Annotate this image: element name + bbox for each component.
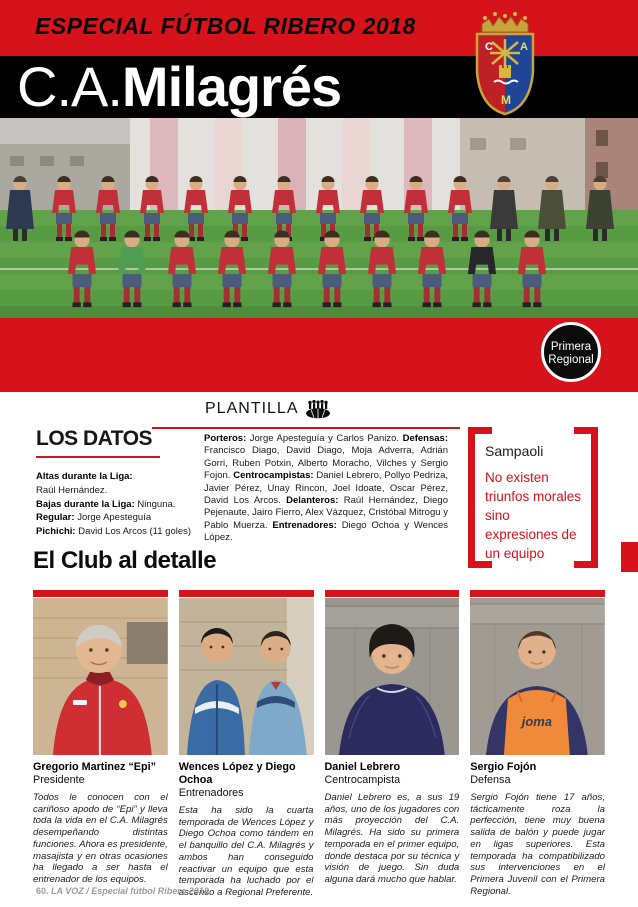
profile-defender	[470, 590, 605, 899]
profile-bio: Todos le conocen con el cariñoso apodo de “Epi” y lleva toda la vida en el C.A. Milagrés desempeñando distintas funciones. Ahora es presidente, masajista y en otras ocasiones ha llegado a ser hasta el entrenador de los equipos.	[33, 792, 168, 885]
edition-kicker: ESPECIAL FÚTBOL RIBERO 2018	[35, 13, 416, 39]
profile-bio: Esta ha sido la cuarta temporada de Wences López y Diego Ochoa como tándem en el banquillo del C.A. Milagrés y ambos han conseguido reactivar un equipo que esta temporada ha luchado por el ascenso a Regional Preferente.	[178, 805, 314, 898]
quote-box	[468, 427, 598, 568]
dato-altas-value: Raúl Hernández.	[36, 484, 108, 496]
quote-text: No existen triunfos morales sino expresiones de un equipo	[485, 470, 582, 561]
profile-role: Presidente	[33, 774, 85, 786]
svg-text:M: M	[501, 93, 511, 107]
page-number: 60.	[36, 886, 49, 896]
los-datos-box	[36, 427, 194, 539]
club-title-main: Milagrés	[121, 55, 342, 118]
page-edge-tab	[621, 542, 638, 572]
plantilla-rule	[152, 427, 460, 429]
los-datos-rule	[36, 456, 160, 458]
dato-bajas: Bajas durante la Liga: Ninguna.	[36, 498, 176, 510]
dato-regular: Regular: Jorge Apesteguía	[36, 512, 152, 524]
roster-delanteros: Raúl Hernández, Diego Pejenaute, Jairo Fierro, Alex Vázquez, Cristóbal Mitrogu y Pablo Muerza.	[204, 495, 448, 531]
profile-red-bar	[179, 590, 314, 597]
dato-pichichi: Pichichi: David Los Arcos (11 goles)	[36, 526, 192, 538]
profile-name: Gregorio Martinez “Epi”	[33, 761, 156, 773]
roster-entrenadores: Diego Ochoa y Wences López.	[204, 519, 449, 544]
page-footer	[36, 886, 209, 896]
club-crest-icon	[462, 6, 548, 116]
roster-defensas: Francisco Diago, David Diago, Moja Adverra, Adrián Gorri, Ruben Potxin, Alberto Moracho, Vilches y Sergio Fojon.	[204, 445, 448, 482]
svg-text:C: C	[485, 41, 493, 53]
plantilla-heading	[205, 399, 331, 419]
profile-name: Wences López y Diego Ochoa	[178, 761, 296, 786]
roster-label-defensas: Defensas:	[402, 433, 449, 444]
roster-text	[204, 433, 448, 545]
profile-red-bar	[470, 590, 605, 597]
quote-author: Sampaoli	[485, 443, 544, 459]
club-title	[17, 56, 341, 118]
profile-photo-defender	[470, 598, 605, 755]
profile-bio: Sergio Fojón tiene 17 años, tácticamente roza la perfección, tiene muy buena salida de balón y puede jugar en ligas superiores. Esta temporada ha compatibilizado sus intervenciones en el Primera Juvenil con el Primera Regional.	[470, 792, 605, 897]
profile-name: Sergio Fojón	[470, 761, 537, 773]
footer-issue: Especial fútbol Ribero 2018	[91, 886, 209, 896]
dato-altas-label: Altas durante la Liga:	[36, 471, 133, 482]
profile-photo-president	[33, 598, 168, 755]
profile-bio: Daniel Lebrero es, a sus 19 años, uno de los jugadores con más proyección del C.A. Milagrés. Ha sido su primera temporada en el primer equipo, donde destaca por su técnica y visión de juego. Sin duda alguna dará mucho que hablar.	[324, 792, 460, 885]
club-detail-heading: El Club al detalle	[33, 547, 217, 574]
svg-text:A: A	[520, 41, 528, 53]
team-group-icon	[305, 399, 331, 419]
profile-role: Defensa	[470, 774, 511, 786]
bib-brand-text: joma	[521, 713, 553, 730]
profile-president	[33, 590, 168, 899]
roster-porteros: Jorge Apesteguía y Carlos Panizo.	[249, 433, 400, 444]
team-photo	[0, 118, 638, 318]
profile-photo-midfielder	[325, 598, 460, 755]
footer-brand: LA VOZ /	[51, 886, 89, 896]
profile-red-bar	[33, 590, 168, 597]
profile-midfielder	[325, 590, 460, 899]
profile-coaches	[179, 590, 314, 899]
profile-role: Centrocampista	[324, 774, 401, 786]
profile-columns	[33, 590, 605, 899]
profile-role: Entrenadores	[178, 787, 244, 799]
roster-label-centrocampistas: Centrocampistas:	[233, 470, 314, 482]
roster-label-delanteros: Delanteros:	[286, 495, 339, 507]
profile-name: Daniel Lebrero	[324, 761, 401, 773]
division-badge	[541, 322, 601, 382]
roster-label-entrenadores: Entrenadores:	[272, 519, 337, 531]
division-badge-line1: Primera	[550, 341, 592, 353]
profile-photo-coaches	[179, 598, 314, 755]
roster-label-porteros: Porteros:	[204, 433, 247, 444]
quote-content	[485, 443, 585, 563]
los-datos-title: LOS DATOS	[36, 427, 153, 450]
roster-centrocampistas: Daniel Lebrero, Pollyo Pedriza, Javier Pérez, Unay Rincon, Joel Idoate, Oscar Pérez, David Los Arcos.	[204, 470, 448, 507]
profile-red-bar	[325, 590, 460, 597]
plantilla-title: PLANTILLA	[205, 400, 299, 417]
division-badge-line2: Regional	[548, 354, 594, 366]
club-title-prefix: C.A.	[17, 55, 122, 118]
